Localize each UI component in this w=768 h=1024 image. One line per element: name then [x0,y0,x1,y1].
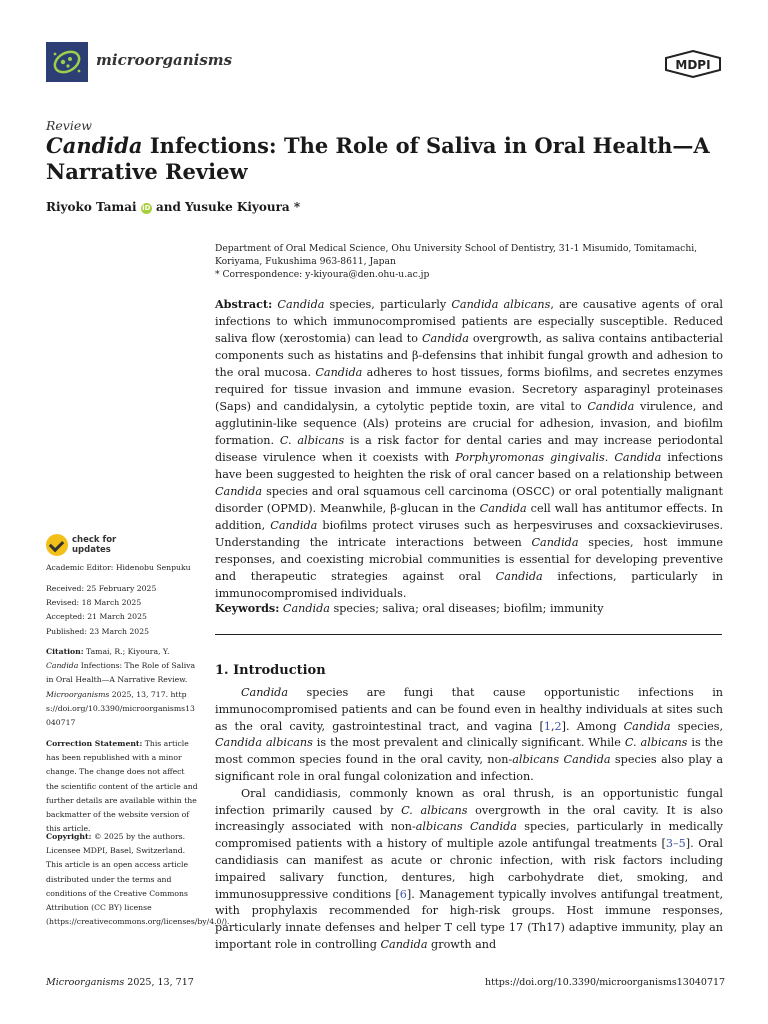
copyright-notice: Copyright: © 2025 by the authors. Licensee MDPI, Basel, Switzerland. This article is an open access article distributed under the terms and conditions of the Creative Commons Attribution (CC BY) license (https://creativecommons.org/licenses/by/4.0/). [46,832,230,927]
affiliation: Department of Oral Medical Science, Ohu University School of Dentistry, 31-1 Misumido, Tomitamachi, Koriyama, Fukushima 963-8611, Japan * Correspondence: y-kiyoura@den.ohu-u.ac.jp [215,242,725,281]
author-name[interactable]: and Yusuke Kiyoura * [151,200,301,214]
introduction-text: Candida species are fungi that cause opportunistic infections in immunocompromised patients and can be found even in healthy individuals at sites such as the oral cavity, gastrointestinal tract, and vagina [1,2]. Among Candida species, Candida albicans is the most prevalent and clinically significant. While C. albicans is the most common species found in the oral cavity, non-albicans Candida species also play a significant role in oral fungal colonization and infection. Oral candidiasis, commonly known as oral thrush, is an opportunistic fungal infection primarily caused by C. albicans overgrowth in the oral cavity. It is also increasingly associated with non-albicans Candida species, particularly in medically compromised patients with a history of multiple azole antifungal treatments [3–5]. Oral candidiasis can manifest as acute or chronic infection, with risk factors including impaired salivary function, dentures, high carbohydrate diet, smoking, and immunosuppressive conditions [6]. Management typically involves antifungal treatment, with prophylaxis recommended for high-risk groups. Host immune responses, particularly innate defenses and helper T cell type 17 (Th17) adaptive immunity, play an important role in controlling Candida growth and [215,686,724,951]
journal-logo [46,42,88,82]
author-list [46,200,300,214]
correction-statement: Correction Statement: This article has been republished with a minor change. The change does not affect the scientific content of the article and further details are available within the backmatter of the website version of this article. [46,739,198,834]
citation-link[interactable]: 3–5 [665,837,686,851]
correspondence[interactable]: * Correspondence: y-kiyoura@den.ohu-u.ac.jp [215,269,430,280]
check-for-updates-button[interactable]: check for updates [46,534,156,560]
abstract: Abstract: Candida species, particularly Candida albicans, are causative agents of oral infections to which immunocompromised patients are especially susceptible. Reduced saliva flow (xerostomia) can lead to Candida overgrowth, as saliva contains antibacterial components such as histatins and β-defensins that inhibit fungal growth and adhesion to the oral mucosa. Candida adheres to host tissues, forms biofilms, and secretes enzymes required for tissue invasion and immune evasion. Secretory asparaginyl proteinases (Saps) and candidalysin, a cytolytic peptide toxin, are vital to Candida virulence, and agglutinin-like sequence (Als) proteins are crucial for adhesion, invasion, and biofilm formation. C. albicans is a risk factor for dental caries and may increase periodontal disease virulence when it coexists with Porphyromonas gingivalis. Candida infections have been suggested to heighten the risk of oral cancer based on a relationship between Candida species and oral squamous cell carcinoma (OSCC) or oral potentially malignant disorder (OPMD). Meanwhile, β-glucan in the Candida cell wall has antitumor effects. In addition, Candida biofilms protect viruses such as herpesviruses and coxsackieviruses. Understanding the intricate interactions between Candida species, host immune responses, and coexisting microbial communities is essential for developing preventive and therapeutic strategies against oral Candida infections, particularly in immunocompromised individuals. [215,297,724,600]
article-type: Review [46,118,92,133]
doi-link[interactable]: https://doi.org/10.3390/microorganisms13040717 [46,689,195,728]
citation-block: Citation: Tamai, R.; Kiyoura, Y. Candida Infections: The Role of Saliva in Oral Health—A Narrative Review. Microorganisms 2025, 13, 717. https://doi.org/10.3390/microorganisms13040717 [46,647,196,728]
microbe-icon [46,42,88,82]
section-heading: 1. Introduction [215,663,326,678]
author-name[interactable]: Riyoko Tamai [46,200,137,214]
mdpi-logo [664,50,722,78]
journal-name[interactable]: microorganisms [96,51,233,69]
svg-text:MDPI: MDPI [675,58,711,72]
publication-dates: Received: 25 February 2025 Revised: 18 March 2025 Accepted: 21 March 2025 Published: 23 March 2025 [46,584,157,636]
divider [215,634,722,635]
citation-link[interactable]: 1 [543,719,551,733]
footer-doi-link[interactable]: https://doi.org/10.3390/microorganisms13040717 [485,977,726,988]
footer-citation: Microorganisms 2025, 13, 717 [46,977,194,988]
orcid-icon[interactable]: iD [142,204,151,212]
check-icon [46,534,68,556]
citation-link[interactable]: 2 [554,719,562,733]
page-title: Candida Infections: The Role of Saliva in Oral Health—A Narrative Review [46,133,710,184]
academic-editor: Academic Editor: Hidenobu Senpuku [46,563,191,572]
citation-link[interactable]: 6 [399,887,407,901]
keywords: Keywords: Candida species; saliva; oral diseases; biofilm; immunity [215,601,604,615]
